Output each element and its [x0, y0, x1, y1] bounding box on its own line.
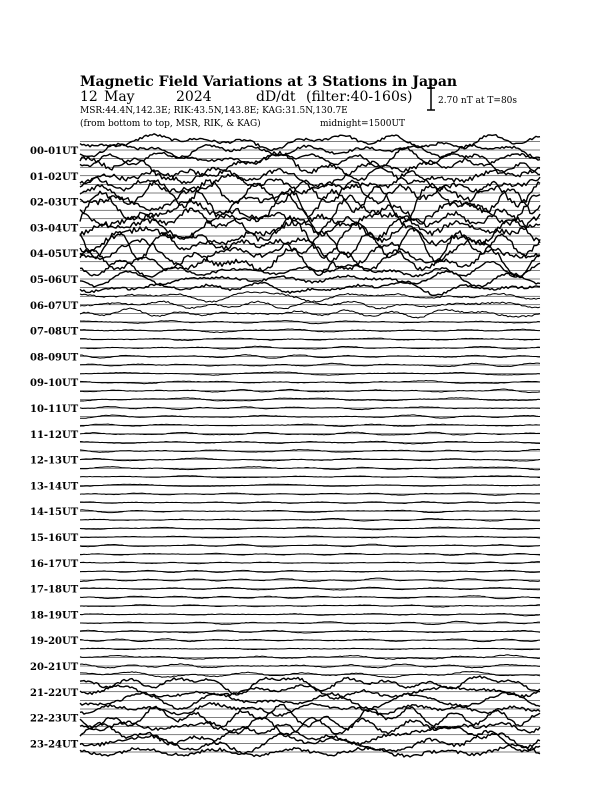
hour-label: 21-22UT: [30, 687, 79, 699]
scale-bar-label: 2.70 nT at T=80s: [438, 96, 518, 106]
hour-label: 09-10UT: [30, 378, 79, 390]
trace-msr: [80, 308, 540, 318]
hour-label: 23-24UT: [30, 739, 79, 751]
trace-msr: [80, 621, 540, 624]
hour-label: 16-17UT: [30, 558, 79, 570]
trace-kag: [80, 476, 540, 478]
filter-label: (filter:40-160s): [306, 89, 413, 105]
date-year: 2024: [176, 89, 212, 105]
midnight-note: midnight=1500UT: [320, 119, 406, 129]
hour-label: 02-03UT: [30, 197, 79, 209]
scale-bar: [427, 88, 435, 110]
header: [80, 74, 517, 129]
hour-label: 11-12UT: [30, 429, 79, 441]
trace-kag: [80, 655, 540, 660]
trace-rik: [80, 458, 540, 461]
hour-label: 07-08UT: [30, 326, 79, 338]
hour-label: 00-01UT: [30, 146, 79, 157]
hour-label: 15-16UT: [30, 533, 79, 544]
date-month: May: [104, 89, 135, 105]
trace-msr: [80, 415, 540, 418]
trace-msr: [80, 518, 540, 521]
hour-label: 10-11UT: [30, 404, 79, 415]
trace-kag: [80, 292, 540, 302]
hour-label: 14-15UT: [30, 507, 79, 519]
trace-msr: [80, 744, 540, 757]
baselines: [80, 141, 540, 752]
hour-label: 04-05UT: [30, 249, 79, 261]
trace-msr: [80, 281, 540, 295]
hour-label: 08-09UT: [30, 352, 79, 364]
trace-msr: [80, 648, 540, 649]
date-day: 12: [80, 89, 98, 105]
hour-label: 13-14UT: [30, 481, 79, 493]
hour-label: 22-23UT: [30, 713, 79, 725]
hour-label: 17-18UT: [30, 584, 79, 596]
hour-label: 05-06UT: [30, 275, 79, 286]
hour-label: 20-21UT: [30, 662, 79, 673]
chart-title: Magnetic Field Variations at 3 Stations in Japan: [80, 74, 458, 90]
trace-msr: [80, 148, 540, 167]
hour-label: 06-07UT: [30, 300, 79, 312]
hour-label: 12-13UT: [30, 455, 79, 467]
hour-labels: [30, 146, 79, 750]
order-note: (from bottom to top, MSR, RIK, & KAG): [80, 119, 261, 129]
trace-rik: [80, 484, 540, 486]
hour-label: 01-02UT: [30, 171, 79, 183]
trace-rik: [80, 614, 540, 616]
hour-label: 03-04UT: [30, 223, 79, 235]
hour-label: 19-20UT: [30, 636, 79, 648]
hour-label: 18-19UT: [30, 610, 79, 622]
stations-label: MSR:44.4N,142.3E; RIK:43.5N,143.8E; KAG:31.5N,130.7E: [80, 106, 348, 116]
quantity-label: dD/dt: [256, 89, 296, 105]
